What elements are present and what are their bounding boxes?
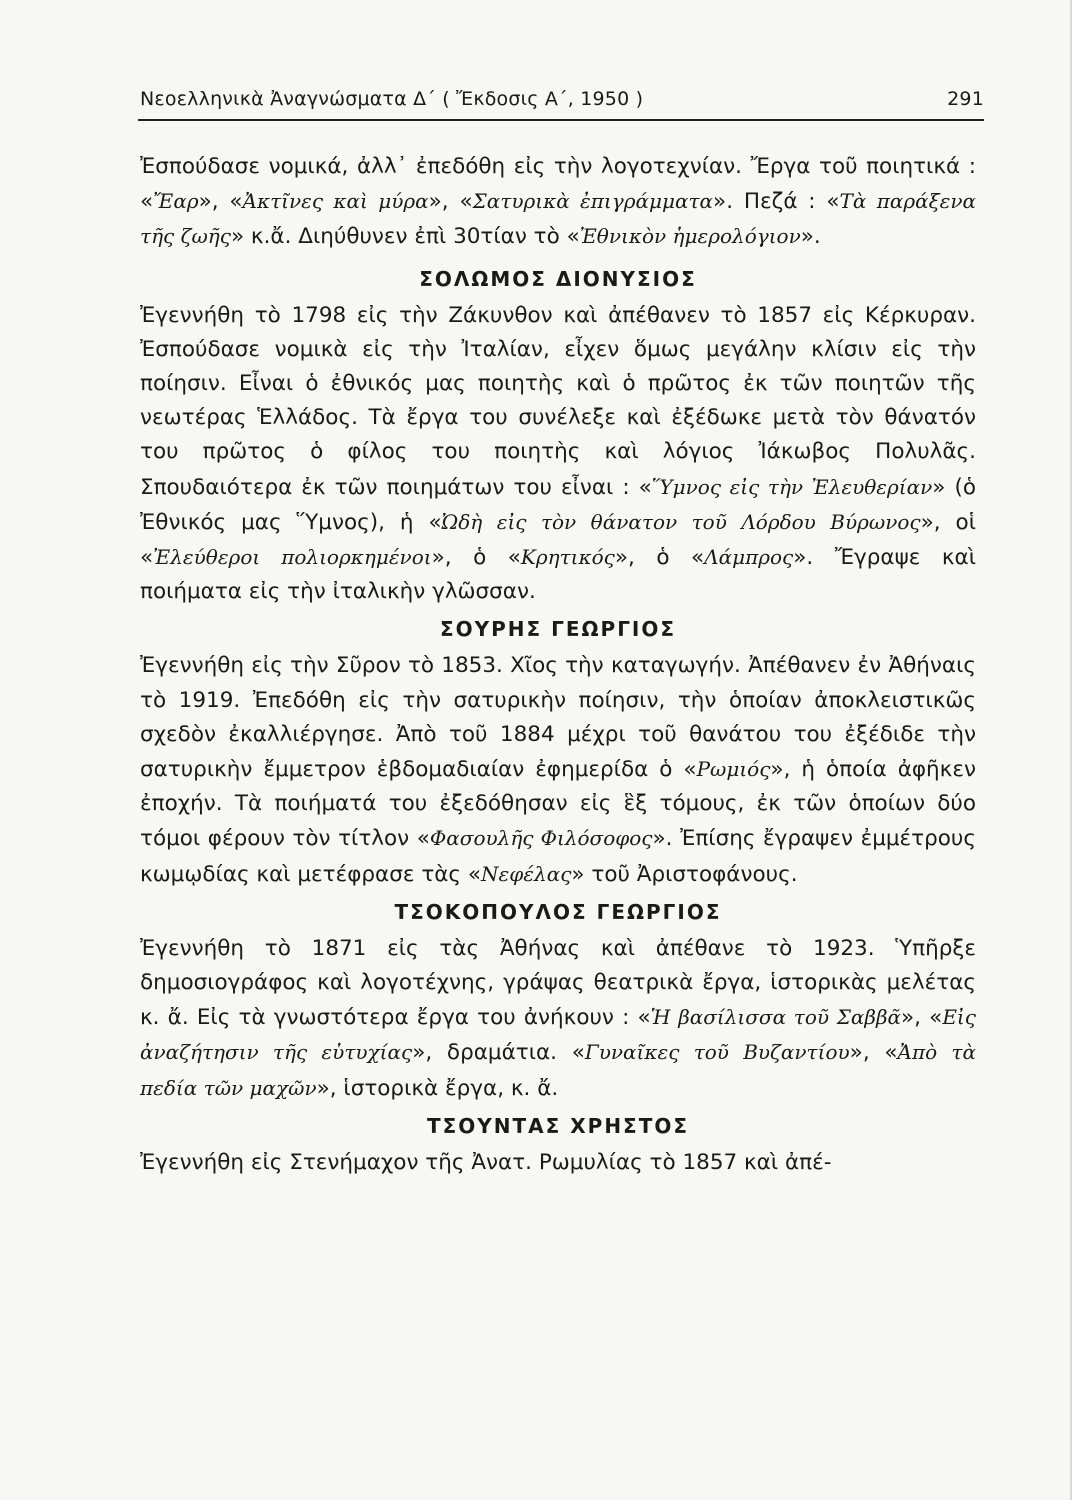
work-title: Ἐλεύθεροι πολιορκημένοι bbox=[153, 545, 432, 570]
work-title: Τὰ παράξενα τῆς ζωῆς bbox=[140, 189, 977, 249]
work-title: Ἡ βασίλισσα τοῦ Σαββᾶ bbox=[650, 1005, 902, 1030]
work-title: Ἀπὸ τὰ πεδία τῶν μαχῶν bbox=[140, 1040, 976, 1100]
section-heading-tsokopoulos: ΤΣΟΚΟΠΟΥΛΟΣ ΓΕΩΡΓΙΟΣ bbox=[394, 899, 722, 924]
work-title: Ὕμνος εἰς τὴν Ἐλευθερίαν bbox=[651, 474, 933, 499]
section-heading-souris: ΣΟΥΡΗΣ ΓΕΩΡΓΙΟΣ bbox=[439, 617, 677, 642]
text-run: Ἐγεννήθη τὸ 1798 εἰς τὴν Ζάκυνθον καὶ ἀπέθανεν τὸ 1857 εἰς Κέρκυραν. Ἐσπούδασε νομικὰ εἰς τὴν Ἰταλίαν, εἶχεν ὅμως μεγάλην κλίσιν εἰς τὴν ποίησιν. Εἶναι ὁ ἐθνικός μας ποιητὴς καὶ ὁ πρῶτος ἐκ τῶν ποιητῶν τῆς νεωτέρας Ἑλλάδος. Τὰ ἔργα του συνέλεξε καὶ ἐξέδωκε μετὰ τὸν θάνατόν του πρῶτος ὁ φίλος του ποιητὴς καὶ λόγιος Ἰάκωβος Πολυλᾶς. Σπουδαιότερα ἐκ τῶν ποιημάτων του εἶναι : « bbox=[140, 302, 976, 500]
intro-paragraph bbox=[140, 150, 976, 255]
work-title: Ἔαρ bbox=[153, 189, 199, 214]
work-title: Σατυρικὰ ἐπιγράμματα bbox=[472, 189, 714, 214]
text-run: », ὁ « bbox=[431, 545, 521, 571]
text-run: », « bbox=[849, 1040, 898, 1066]
text-run: », « bbox=[198, 189, 243, 215]
work-title: Λάμπρος bbox=[704, 545, 794, 570]
work-title: Εἰς ἀναζήτησιν τῆς εὐτυχίας bbox=[140, 1005, 976, 1065]
work-title: Νεφέλας bbox=[481, 861, 572, 886]
work-title: Κρητικός bbox=[520, 545, 615, 570]
running-header bbox=[140, 88, 984, 110]
work-title: Ὠδὴ εἰς τὸν θάνατον τοῦ Λόρδου Βύρωνος bbox=[441, 509, 921, 534]
text-run: ». Ἐπίσης ἔγραψεν ἐμμέτρους κωμῳδίας καὶ μετέφρασε τὰς « bbox=[140, 826, 976, 887]
running-title: Νεοελληνικὰ Ἀναγνώσματα Δ´ ( Ἔκδοσις Α´, 1950 ) bbox=[140, 88, 644, 110]
text-run: ». Πεζά : « bbox=[713, 189, 840, 215]
header-rule bbox=[138, 119, 984, 121]
work-title: Γυναῖκες τοῦ Βυζαντίου bbox=[584, 1040, 850, 1065]
section-heading-tsountas: ΤΣΟΥΝΤΑΣ ΧΡΗΣΤΟΣ bbox=[426, 1113, 690, 1138]
work-title: Ρωμιός bbox=[696, 757, 771, 782]
text-run: », « bbox=[428, 189, 473, 215]
text-run: », ὁ « bbox=[614, 545, 705, 571]
text-run: » (ὁ Ἐθνικός μας Ὕμνος), ἡ « bbox=[140, 474, 977, 535]
text-run: Ἐγεννήθη εἰς Στενήμαχον τῆς Ἀνατ. Ρωμυλίας τὸ 1857 καὶ ἀπέ- bbox=[140, 1149, 832, 1175]
work-title: Φασουλῆς Φιλόσοφος bbox=[429, 826, 653, 851]
page-number: 291 bbox=[947, 88, 984, 110]
text-run: Ἐσπούδασε νομικά, ἀλλ᾽ ἐπεδόθη εἰς τὴν λογοτεχνίαν. Ἔργα τοῦ ποιητικά : « bbox=[140, 154, 976, 215]
text-run: », ἡ ὁποία ἀφῆκεν ἐποχήν. Τὰ ποιήματά του ἐξεδόθησαν εἰς ἓξ τόμους, ἐκ τῶν ὁποίων δύο τόμοι φέρουν τὸν τίτλον « bbox=[140, 757, 976, 852]
page-body bbox=[140, 150, 976, 1180]
work-title: Ἀκτῖνες καὶ μύρα bbox=[242, 189, 429, 214]
text-run: », οἱ « bbox=[140, 509, 976, 571]
section-heading-solomos: ΣΟΛΩΜΟΣ ΔΙΟΝΥΣΙΟΣ bbox=[419, 266, 697, 291]
text-run: » κ.ἄ. Διηύθυνεν ἐπὶ 30τίαν τὸ « bbox=[230, 224, 580, 250]
text-run: », δραμάτια. « bbox=[412, 1040, 585, 1066]
text-run: ». Ἔγραψε καὶ ποιήματα εἰς τὴν ἰταλικὴν γλῶσσαν. bbox=[140, 545, 976, 605]
text-run: Ἐγεννήθη εἰς τὴν Σῦρον τὸ 1853. Χῖος τὴν καταγωγήν. Ἀπέθανεν ἐν Ἀθήναις τὸ 1919. Ἐπεδόθη εἰς τὴν σατυρικὴν ποίησιν, τὴν ὁποίαν ἀποκλειστικῶς σχεδὸν ἐκαλλιέργησε. Ἀπὸ τοῦ 1884 μέχρι τοῦ θανάτου του ἐξέδιδε τὴν σατυρικὴν ἔμμετρον ἑβδομαδιαίαν ἐφημερίδα ὁ « bbox=[140, 653, 976, 783]
text-run: ». bbox=[800, 224, 821, 250]
work-title: Ἐθνικὸν ἡμερολόγιον bbox=[579, 224, 801, 249]
text-run: », « bbox=[901, 1005, 943, 1031]
text-run: Ἐγεννήθη τὸ 1871 εἰς τὰς Ἀθήνας καὶ ἀπέθανε τὸ 1923. Ὑπῆρξε δημοσιογράφος καὶ λογοτέχνης, γράψας θεατρικὰ ἔργα, ἱστορικὰς μελέτας κ. ἄ. Εἰς τὰ γνωστότερα ἔργα του ἀνήκουν : « bbox=[140, 935, 976, 1031]
solomos-paragraph bbox=[140, 299, 976, 610]
tsountas-paragraph bbox=[140, 1146, 976, 1180]
tsokopoulos-paragraph bbox=[140, 932, 976, 1106]
souris-paragraph bbox=[140, 649, 976, 891]
text-run: » τοῦ Ἀριστοφάνους. bbox=[571, 861, 798, 887]
text-run: », ἱστορικὰ ἔργα, κ. ἄ. bbox=[316, 1075, 559, 1101]
